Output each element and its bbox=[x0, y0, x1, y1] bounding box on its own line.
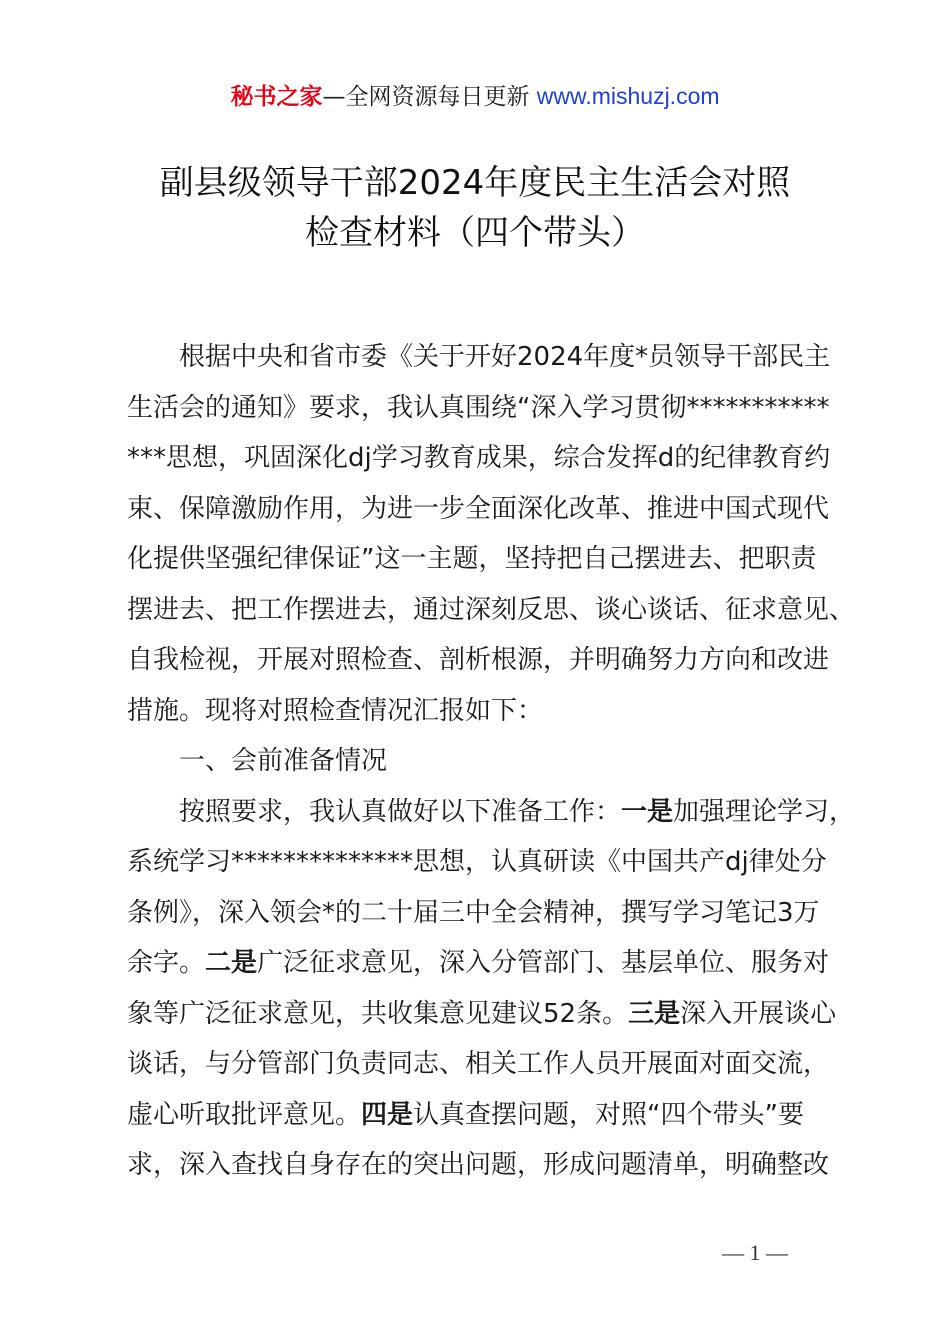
body-line: 求，深入查找自身存在的突出问题，形成问题清单，明确整改 bbox=[127, 1150, 830, 1180]
body-line bbox=[127, 989, 837, 1040]
body-line bbox=[127, 787, 856, 838]
body-line: 根据中央和省市委《关于开好2024年度*员领导干部民主 bbox=[179, 342, 831, 372]
document-title bbox=[0, 158, 950, 258]
body-line: 自我检视，开展对照检查、剖析根源，并明确努力方向和改进 bbox=[127, 645, 830, 675]
body-line: 措施。现将对照检查情况汇报如下： bbox=[127, 695, 544, 726]
text-run: 广泛征求意见，深入分管部门、基层单位、服务对 bbox=[257, 948, 830, 978]
body-line: 摆进去、把工作摆进去，通过深刻反思、谈心谈话、征求意见、 bbox=[127, 594, 856, 625]
text-run: 按照要求，我认真做好以下准备工作： bbox=[179, 796, 622, 827]
site-brand: 秘书之家 bbox=[230, 84, 323, 110]
bold-marker: 二是 bbox=[205, 948, 258, 978]
body-line: 条例》，深入领会*的二十届三中全会精神，撰写学习笔记3万 bbox=[127, 897, 820, 928]
body-line bbox=[127, 1090, 837, 1141]
body-line: 生活会的通知》要求，我认真围绕“深入学习贯彻*********** bbox=[127, 392, 830, 423]
body-line: 系统学习**************思想，认真研读《中国共产dj律处分 bbox=[127, 847, 827, 877]
section-heading: 一、会前准备情况 bbox=[179, 746, 388, 776]
text-run: 认真查摆问题，对照“四个带头”要 bbox=[413, 1099, 804, 1130]
text-run: 深入开展谈心 bbox=[680, 998, 837, 1029]
title-line-2: 检查材料（四个带头） bbox=[305, 213, 645, 253]
bold-marker: 四是 bbox=[361, 1099, 414, 1130]
body-line: 束、保障激励作用，为进一步全面深化改革、推进中国式现代 bbox=[127, 493, 830, 524]
body-line: 谈话，与分管部门负责同志、相关工作人员开展面对面交流， bbox=[127, 1049, 830, 1079]
document-body bbox=[127, 332, 856, 1191]
body-line: ***思想，巩固深化dj学习教育成果，综合发挥d的纪律教育约 bbox=[127, 443, 831, 473]
site-tagline: —全网资源每日更新 bbox=[322, 84, 537, 110]
bold-marker: 三是 bbox=[628, 998, 681, 1029]
title-line-1: 副县级领导干部2024年度民主生活会对照 bbox=[159, 163, 791, 203]
page-number: — 1 — bbox=[722, 1240, 788, 1265]
text-run: 加强理论学习， bbox=[673, 796, 856, 827]
text-run: 余字。 bbox=[127, 948, 206, 978]
text-run: 象等广泛征求意见，共收集意见建议52条。 bbox=[127, 998, 629, 1029]
body-line bbox=[127, 938, 837, 989]
text-run: 虚心听取批评意见。 bbox=[127, 1099, 362, 1130]
body-line: 化提供坚强纪律保证”这一主题，坚持把自己摆进去、把职责 bbox=[127, 544, 817, 574]
bold-marker: 一是 bbox=[621, 796, 674, 827]
site-header bbox=[0, 78, 950, 115]
site-url-link[interactable]: www.mishuzj.com bbox=[536, 83, 720, 109]
